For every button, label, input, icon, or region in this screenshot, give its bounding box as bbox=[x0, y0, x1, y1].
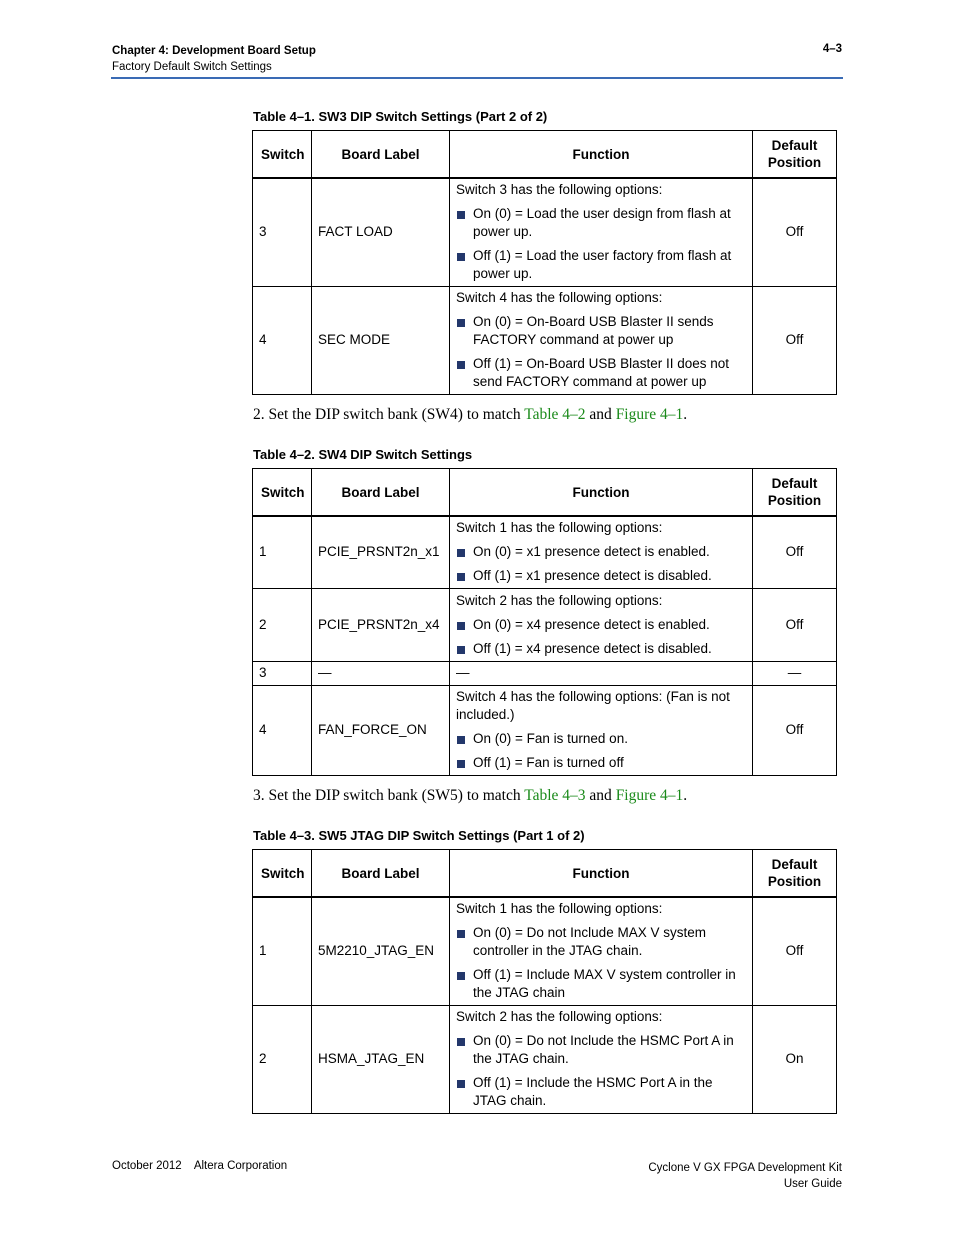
switch-cell: 2 bbox=[253, 1005, 312, 1113]
option-item: Off (1) = x1 presence detect is disabled. bbox=[456, 567, 746, 585]
table3 bbox=[252, 849, 837, 1114]
option-item: On (0) = Do not Include MAX V system controller in the JTAG chain. bbox=[456, 924, 746, 960]
table-row bbox=[253, 897, 837, 1005]
option-item: Off (1) = Load the user factory from flash at power up. bbox=[456, 247, 746, 283]
board-label-cell: 5M2210_JTAG_EN bbox=[312, 897, 450, 1005]
option-item: Off (1) = Include the HSMC Port A in the JTAG chain. bbox=[456, 1074, 746, 1110]
option-item: Off (1) = Include MAX V system controller in the JTAG chain bbox=[456, 966, 746, 1002]
table-header-row bbox=[253, 850, 837, 898]
table-header-row bbox=[253, 131, 837, 179]
function-cell bbox=[450, 286, 753, 394]
column-header: Switch bbox=[253, 850, 312, 898]
option-item: Off (1) = x4 presence detect is disabled. bbox=[456, 640, 746, 658]
switch-cell: 4 bbox=[253, 286, 312, 394]
option-item: On (0) = Do not Include the HSMC Port A in the JTAG chain. bbox=[456, 1032, 746, 1068]
running-header bbox=[112, 43, 316, 75]
table-row bbox=[253, 661, 837, 685]
board-label-cell: PCIE_PRSNT2n_x1 bbox=[312, 516, 450, 588]
table-row bbox=[253, 516, 837, 588]
header-divider bbox=[111, 77, 843, 79]
footer-doc-line: Cyclone V GX FPGA Development Kit bbox=[648, 1162, 842, 1174]
function-intro: Switch 2 has the following options: bbox=[456, 1009, 663, 1024]
board-label-cell: SEC MODE bbox=[312, 286, 450, 394]
default-cell: Off bbox=[753, 286, 837, 394]
footer-date-company: October 2012 Altera Corporation bbox=[112, 1160, 288, 1172]
column-header: Board Label bbox=[312, 131, 450, 179]
switch-cell: 3 bbox=[253, 661, 312, 685]
function-cell bbox=[450, 1005, 753, 1113]
column-header: Board Label bbox=[312, 850, 450, 898]
option-item: Off (1) = On-Board USB Blaster II does not send FACTORY command at power up bbox=[456, 355, 746, 391]
function-cell bbox=[450, 178, 753, 286]
function-intro: Switch 4 has the following options: (Fan is not included.) bbox=[456, 689, 730, 722]
step-text: 2. Set the DIP switch bank (SW4) to match bbox=[253, 406, 525, 423]
table-4-3-link[interactable]: Table 4–3 bbox=[524, 787, 586, 804]
chapter-title: Chapter 4: Development Board Setup bbox=[112, 45, 316, 57]
table1-caption: Table 4–1. SW3 DIP Switch Settings (Part 2 of 2) bbox=[253, 109, 548, 124]
table-row bbox=[253, 685, 837, 775]
page-number: 4–3 bbox=[822, 43, 842, 55]
figure-4-1-link[interactable]: Figure 4–1 bbox=[615, 406, 684, 423]
function-intro: Switch 2 has the following options: bbox=[456, 592, 663, 608]
function-intro: Switch 4 has the following options: bbox=[456, 290, 663, 305]
switch-cell: 2 bbox=[253, 588, 312, 661]
default-cell: Off bbox=[753, 897, 837, 1005]
step-text: and bbox=[585, 406, 616, 423]
default-cell: Off bbox=[753, 588, 837, 661]
column-header: Default Position bbox=[753, 469, 837, 517]
board-label-cell: FACT LOAD bbox=[312, 178, 450, 286]
table2 bbox=[252, 468, 837, 776]
option-item: On (0) = Fan is turned on. bbox=[456, 730, 746, 748]
function-cell: — bbox=[450, 661, 753, 685]
board-label-cell: HSMA_JTAG_EN bbox=[312, 1005, 450, 1113]
table2-caption: Table 4–2. SW4 DIP Switch Settings bbox=[253, 447, 473, 462]
table-header-row bbox=[253, 469, 837, 517]
column-header: Switch bbox=[253, 469, 312, 517]
option-item: Off (1) = Fan is turned off bbox=[456, 754, 746, 772]
table-row bbox=[253, 286, 837, 394]
function-intro: Switch 1 has the following options: bbox=[456, 901, 663, 917]
function-intro: Switch 1 has the following options: bbox=[456, 520, 663, 536]
table-row bbox=[253, 1005, 837, 1113]
column-header: Function bbox=[450, 131, 753, 179]
default-cell: Off bbox=[753, 685, 837, 775]
table1 bbox=[252, 130, 837, 395]
default-cell: — bbox=[753, 661, 837, 685]
table-row bbox=[253, 588, 837, 661]
option-item: On (0) = On-Board USB Blaster II sends FACTORY command at power up bbox=[456, 313, 746, 349]
table-4-2-link[interactable]: Table 4–2 bbox=[524, 406, 586, 423]
default-cell: On bbox=[753, 1005, 837, 1113]
default-cell: Off bbox=[753, 178, 837, 286]
step-2 bbox=[253, 406, 687, 424]
option-item: On (0) = Load the user design from flash at power up. bbox=[456, 205, 746, 241]
column-header: Switch bbox=[253, 131, 312, 179]
board-label-cell: FAN_FORCE_ON bbox=[312, 685, 450, 775]
option-item: On (0) = x4 presence detect is enabled. bbox=[456, 616, 746, 634]
table-row bbox=[253, 178, 837, 286]
function-cell bbox=[450, 588, 753, 661]
function-cell bbox=[450, 685, 753, 775]
column-header: Function bbox=[450, 469, 753, 517]
default-cell: Off bbox=[753, 516, 837, 588]
footer-doc-title bbox=[648, 1160, 842, 1192]
table3-caption: Table 4–3. SW5 JTAG DIP Switch Settings (Part 1 of 2) bbox=[253, 828, 585, 843]
section-title: Factory Default Switch Settings bbox=[112, 61, 272, 73]
step-3 bbox=[253, 787, 687, 805]
board-label-cell: PCIE_PRSNT2n_x4 bbox=[312, 588, 450, 661]
switch-cell: 1 bbox=[253, 516, 312, 588]
board-label-cell: — bbox=[312, 661, 450, 685]
switch-cell: 3 bbox=[253, 178, 312, 286]
figure-4-1-link[interactable]: Figure 4–1 bbox=[615, 787, 684, 804]
column-header: Board Label bbox=[312, 469, 450, 517]
column-header: Function bbox=[450, 850, 753, 898]
footer-doc-line: User Guide bbox=[783, 1178, 842, 1190]
function-intro: Switch 3 has the following options: bbox=[456, 182, 663, 198]
column-header: Default Position bbox=[753, 850, 837, 898]
switch-cell: 4 bbox=[253, 685, 312, 775]
column-header: Default Position bbox=[753, 131, 837, 179]
function-cell bbox=[450, 516, 753, 588]
switch-cell: 1 bbox=[253, 897, 312, 1005]
step-text: 3. Set the DIP switch bank (SW5) to match bbox=[253, 787, 525, 804]
step-text: . bbox=[683, 787, 688, 804]
step-text: . bbox=[683, 406, 688, 423]
option-item: On (0) = x1 presence detect is enabled. bbox=[456, 543, 746, 561]
step-text: and bbox=[585, 787, 616, 804]
function-cell bbox=[450, 897, 753, 1005]
